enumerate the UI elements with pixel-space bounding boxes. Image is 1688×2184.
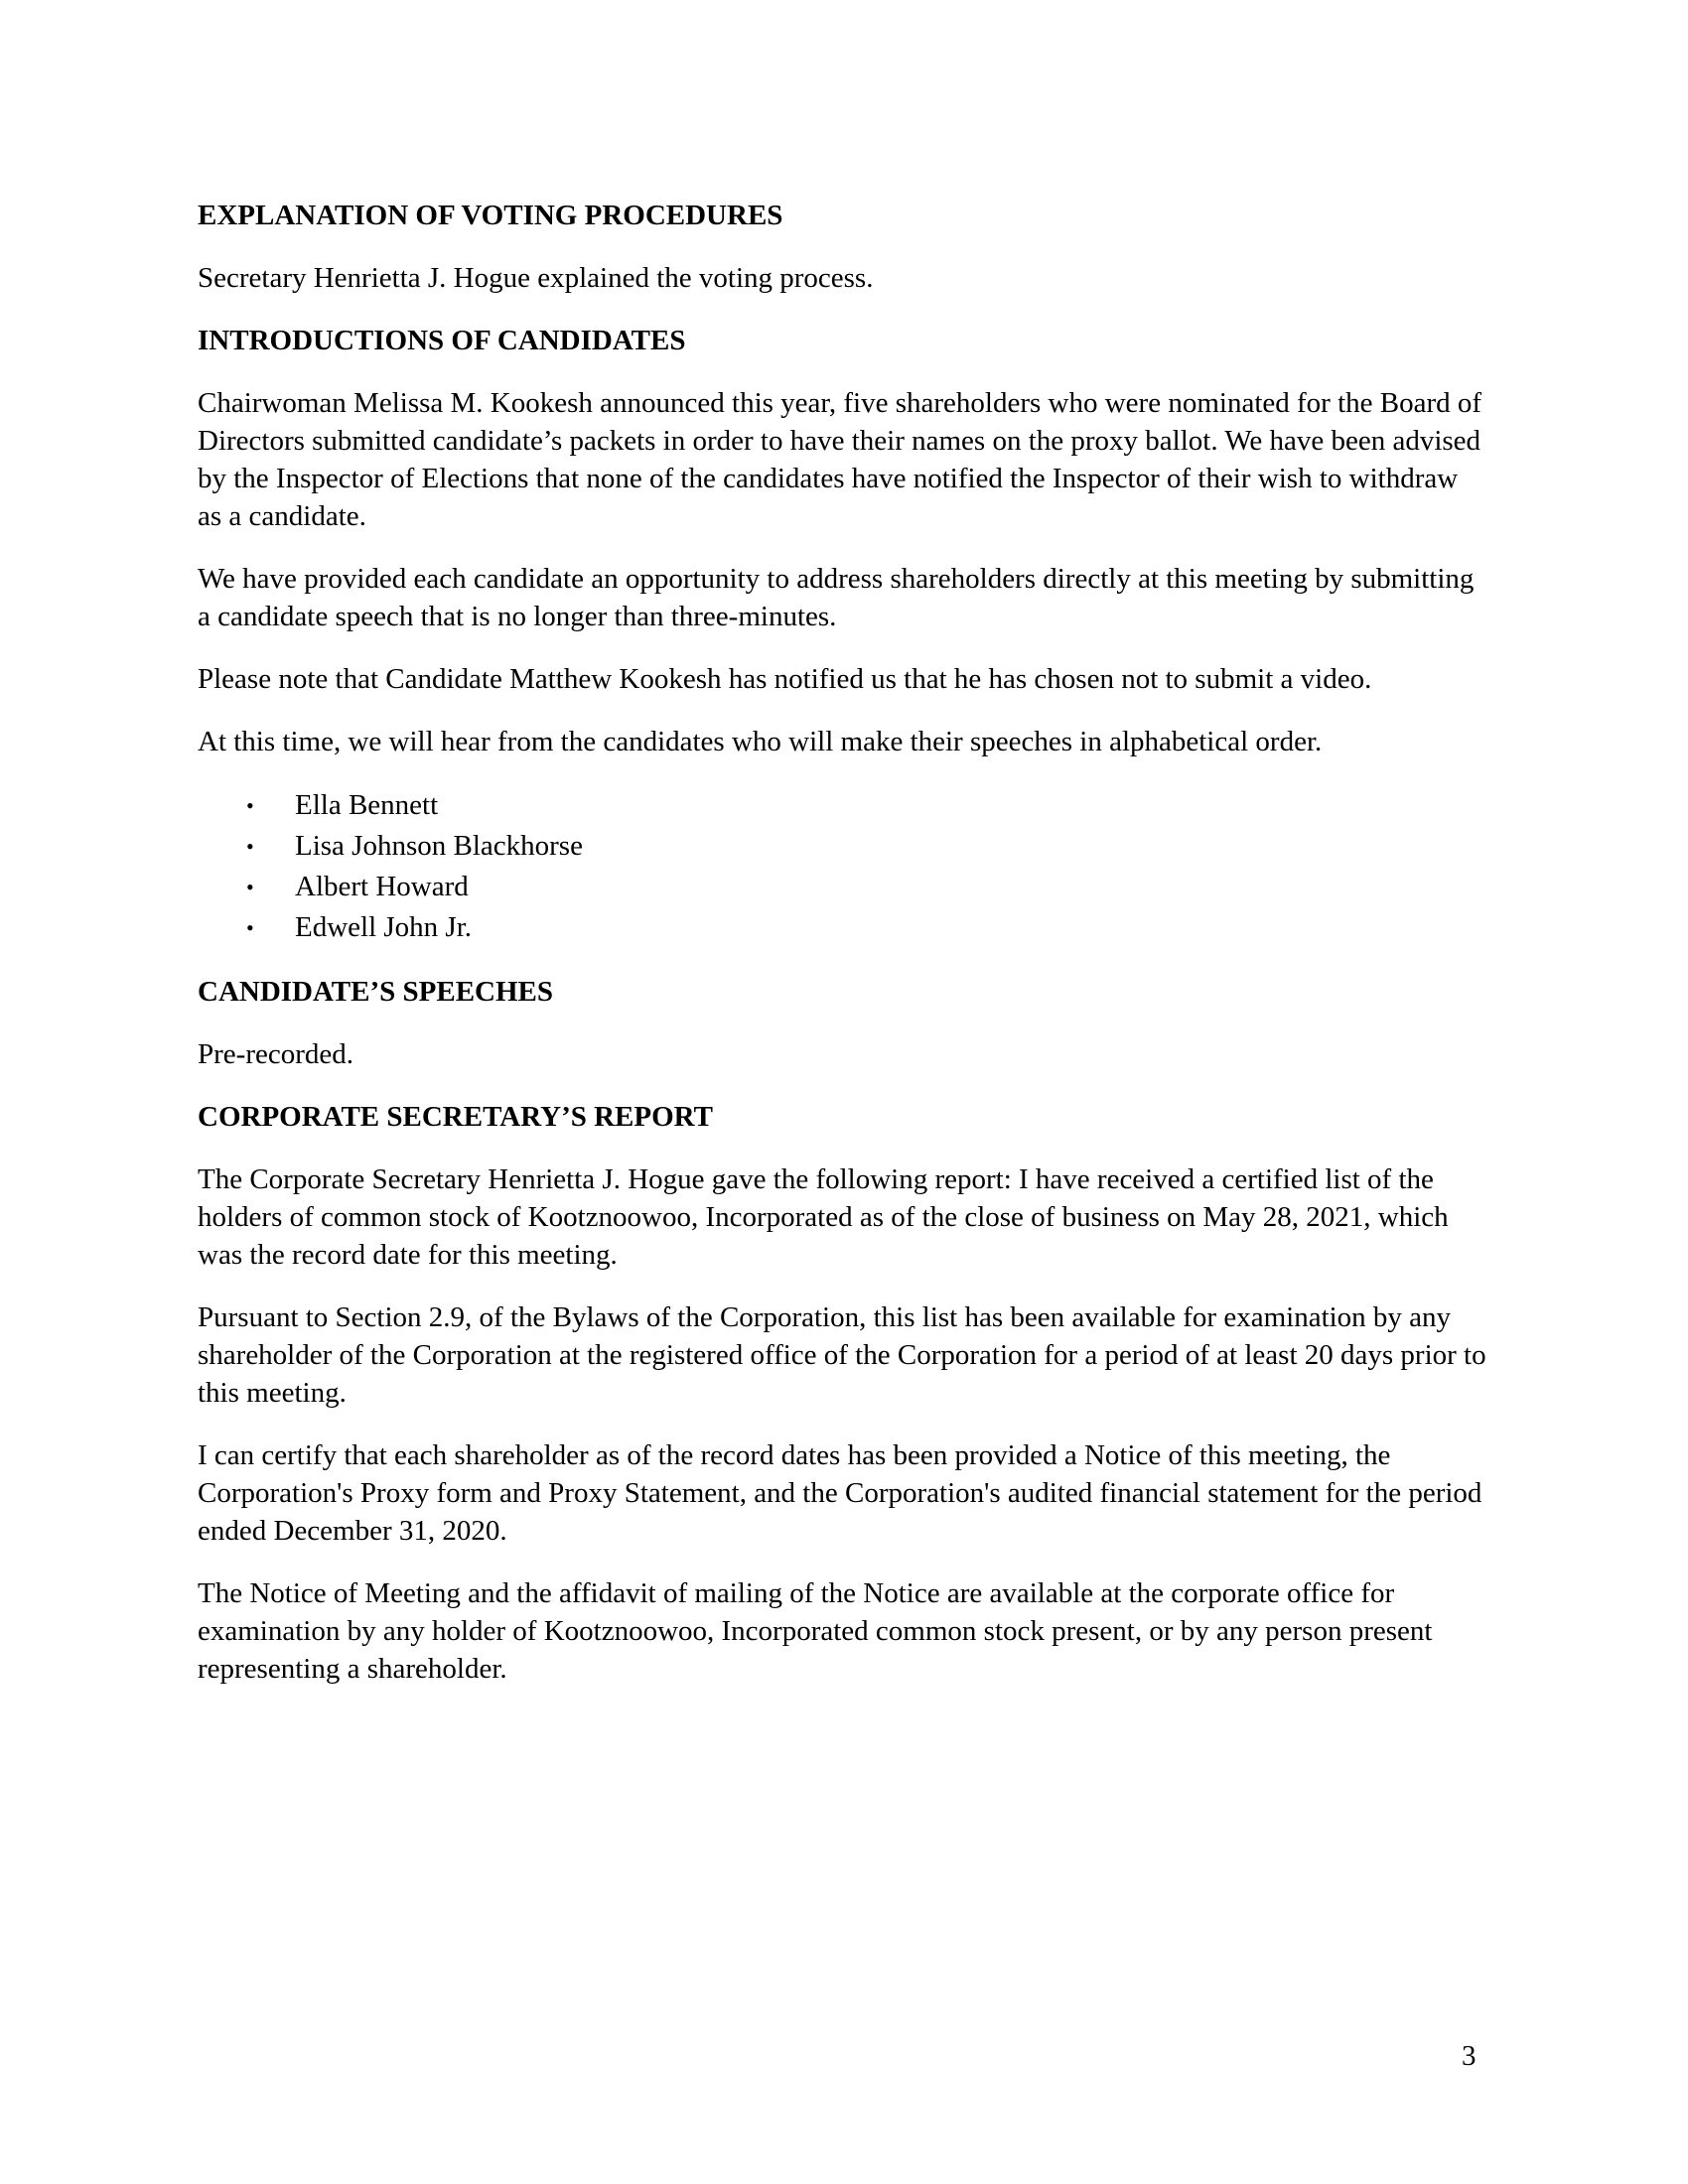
bullet-icon: • bbox=[246, 875, 254, 899]
report-paragraph-2: Pursuant to Section 2.9, of the Bylaws of the Corporation, this list has been available for examination by any shareholder of the Corporation at the registered office of the Corporation for a period of at least 20 days prior to this meeting. bbox=[198, 1301, 1486, 1409]
candidate-name: Ella Bennett bbox=[295, 789, 439, 821]
bullet-icon: • bbox=[246, 915, 254, 940]
report-paragraph-4: The Notice of Meeting and the affidavit of mailing of the Notice are available at the corporate office for examination by any holder of Kootznoowoo, Incorporated common stock present, or by any person present representing a shareholder. bbox=[198, 1577, 1433, 1685]
speeches-paragraph: Pre-recorded. bbox=[198, 1038, 353, 1070]
list-item bbox=[198, 785, 1488, 826]
voting-paragraph: Secretary Henrietta J. Hogue explained the voting process. bbox=[198, 262, 874, 294]
heading-introductions: INTRODUCTIONS OF CANDIDATES bbox=[198, 325, 686, 356]
candidate-name: Lisa Johnson Blackhorse bbox=[295, 830, 583, 862]
list-item bbox=[198, 826, 1488, 867]
document-page bbox=[198, 197, 1488, 1712]
bullet-icon: • bbox=[246, 793, 254, 818]
candidates-paragraph-2: We have provided each candidate an opportunity to address shareholders directly at this meeting by submitting a candidate speech that is no longer than three-minutes. bbox=[198, 563, 1475, 632]
candidates-paragraph-4: At this time, we will hear from the candidates who will make their speeches in alphabetical order. bbox=[198, 726, 1323, 757]
candidates-paragraph-1: Chairwoman Melissa M. Kookesh announced this year, five shareholders who were nominated for the Board of Directors submitted candidate’s packets in order to have their names on the proxy ballot. We have been advised by the Inspector of Elections that none of the candidates have notified the Inspector of their wish to withdraw as a candidate. bbox=[198, 387, 1482, 532]
candidate-list bbox=[198, 785, 1488, 948]
report-paragraph-1: The Corporate Secretary Henrietta J. Hogue gave the following report: I have received a certified list of the holders of common stock of Kootznoowoo, Incorporated as of the close of business on May 28, 2021, which was the record date for this meeting. bbox=[198, 1163, 1449, 1271]
page-number: 3 bbox=[1462, 2040, 1477, 2072]
candidates-paragraph-3: Please note that Candidate Matthew Kookesh has notified us that he has chosen not to submit a video. bbox=[198, 663, 1372, 695]
list-item bbox=[198, 907, 1488, 948]
bullet-icon: • bbox=[246, 834, 254, 859]
candidate-name: Albert Howard bbox=[295, 871, 469, 902]
candidate-name: Edwell John Jr. bbox=[295, 911, 473, 943]
heading-voting-procedures: EXPLANATION OF VOTING PROCEDURES bbox=[198, 200, 783, 231]
heading-candidate-speeches: CANDIDATE’S SPEECHES bbox=[198, 976, 554, 1008]
heading-secretary-report: CORPORATE SECRETARY’S REPORT bbox=[198, 1101, 713, 1133]
list-item bbox=[198, 867, 1488, 907]
report-paragraph-3: I can certify that each shareholder as of the record dates has been provided a Notice of this meeting, the Corporation's Proxy form and Proxy Statement, and the Corporation's audited financial statement for the period ended December 31, 2020. bbox=[198, 1439, 1482, 1547]
